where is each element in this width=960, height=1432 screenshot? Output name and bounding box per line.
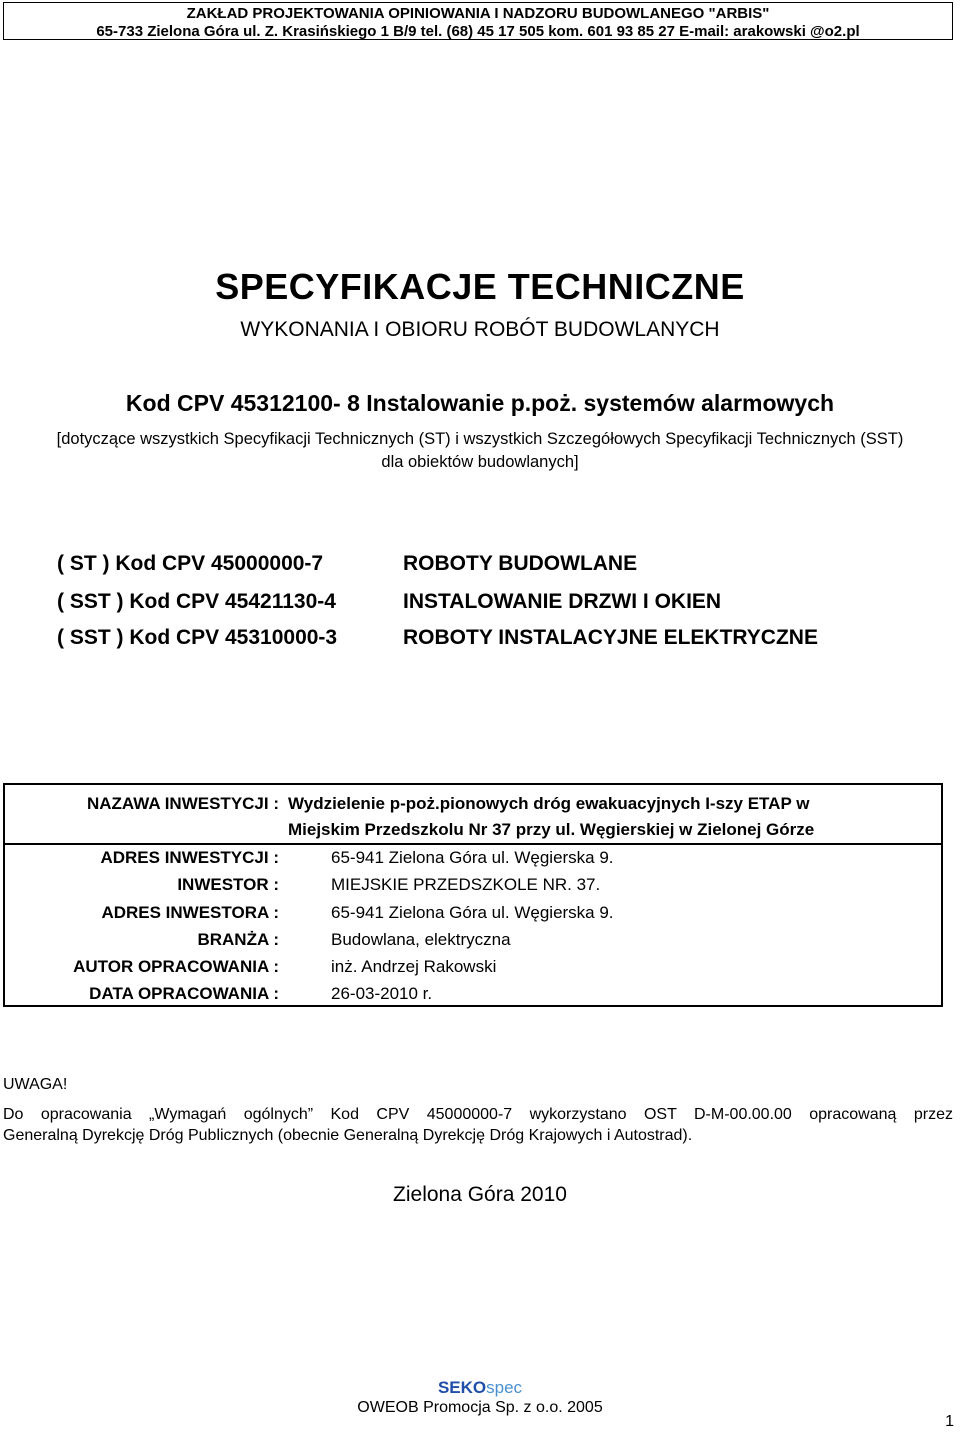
note-line2: Generalną Dyrekcję Dróg Publicznych (obecnie Generalną Dyrekcję Dróg Krajowych i Autostrad).	[3, 1127, 693, 1144]
info-value: Budowlana, elektryczna	[331, 930, 511, 949]
note-heading: UWAGA!	[3, 1076, 68, 1093]
logo-part-seko: SEKO	[437, 1378, 487, 1397]
letterhead-company: ZAKŁAD PROJEKTOWANIA OPINIOWANIA I NADZORU BUDOWLANEGO "ARBIS"	[186, 5, 770, 22]
info-value: inż. Andrzej Rakowski	[331, 957, 497, 976]
code-row-code: ( SST ) Kod CPV 45421130-4	[57, 590, 336, 613]
footer-publisher: OWEOB Promocja Sp. z o.o. 2005	[357, 1399, 603, 1416]
place-and-year: Zielona Góra 2010	[393, 1183, 567, 1206]
table-divider	[5, 843, 941, 845]
code-row-sst-electrical	[57, 626, 818, 650]
code-row-name: ROBOTY INSTALACYJNE ELEKTRYCZNE	[403, 626, 818, 649]
logo-part-spec: spec	[486, 1378, 523, 1397]
info-value: Wydzielenie p-poż.pionowych dróg ewakuacyjnych I-szy ETAP w	[288, 794, 810, 813]
investment-info-table	[3, 783, 943, 1007]
cpv-code-line: Kod CPV 45312100- 8 Instalowanie p.poż. systemów alarmowych	[125, 390, 835, 416]
code-row-name: ROBOTY BUDOWLANE	[403, 552, 638, 575]
info-value: MIEJSKIE PRZEDSZKOLE NR. 37.	[331, 875, 601, 894]
scope-description-line2: dla obiektów budowlanych]	[381, 453, 579, 471]
sekospec-logo	[0, 1378, 960, 1398]
info-value: 65-941 Zielona Góra ul. Węgierska 9.	[331, 903, 614, 922]
info-label: INWESTOR :	[177, 875, 279, 894]
info-label: ADRES INWESTYCJI :	[100, 848, 279, 867]
letterhead-box	[3, 2, 953, 40]
info-label: DATA OPRACOWANIA :	[89, 984, 279, 1003]
letterhead-contact: 65-733 Zielona Góra ul. Z. Krasińskiego 1 B/9 tel. (68) 45 17 505 kom. 601 93 85 27 E-mail: arakowski @o2.pl	[96, 23, 860, 40]
code-row-code: ( ST ) Kod CPV 45000000-7	[57, 552, 324, 575]
code-row-code: ( SST ) Kod CPV 45310000-3	[57, 626, 338, 649]
scope-description-line1: [dotyczące wszystkich Specyfikacji Technicznych (ST) i wszystkich Szczegółowych Specyfikacji Technicznych (SST)	[56, 430, 904, 448]
info-label: NAZAWA INWESTYCJI :	[86, 794, 279, 813]
info-value: 65-941 Zielona Góra ul. Węgierska 9.	[331, 848, 614, 867]
info-label: BRANŻA :	[197, 930, 279, 949]
info-value: Miejskim Przedszkolu Nr 37 przy ul. Węgierskiej w Zielonej Górze	[288, 820, 815, 839]
document-title: SPECYFIKACJE TECHNICZNE	[215, 266, 745, 307]
code-row-sst-doors	[57, 590, 721, 614]
info-label: AUTOR OPRACOWANIA :	[73, 957, 279, 976]
note-line1: Do opracowania „Wymagań ogólnych” Kod CPV 45000000-7 wykorzystano OST D-M-00.00.00 opracowaną przez	[3, 1106, 953, 1123]
document-subtitle: WYKONANIA I OBIORU ROBÓT BUDOWLANYCH	[240, 318, 720, 341]
info-value: 26-03-2010 r.	[331, 984, 433, 1003]
info-label: ADRES INWESTORA :	[101, 903, 279, 922]
page-number: 1	[945, 1413, 954, 1430]
code-row-name: INSTALOWANIE DRZWI I OKIEN	[403, 590, 722, 613]
code-row-st	[57, 552, 637, 576]
